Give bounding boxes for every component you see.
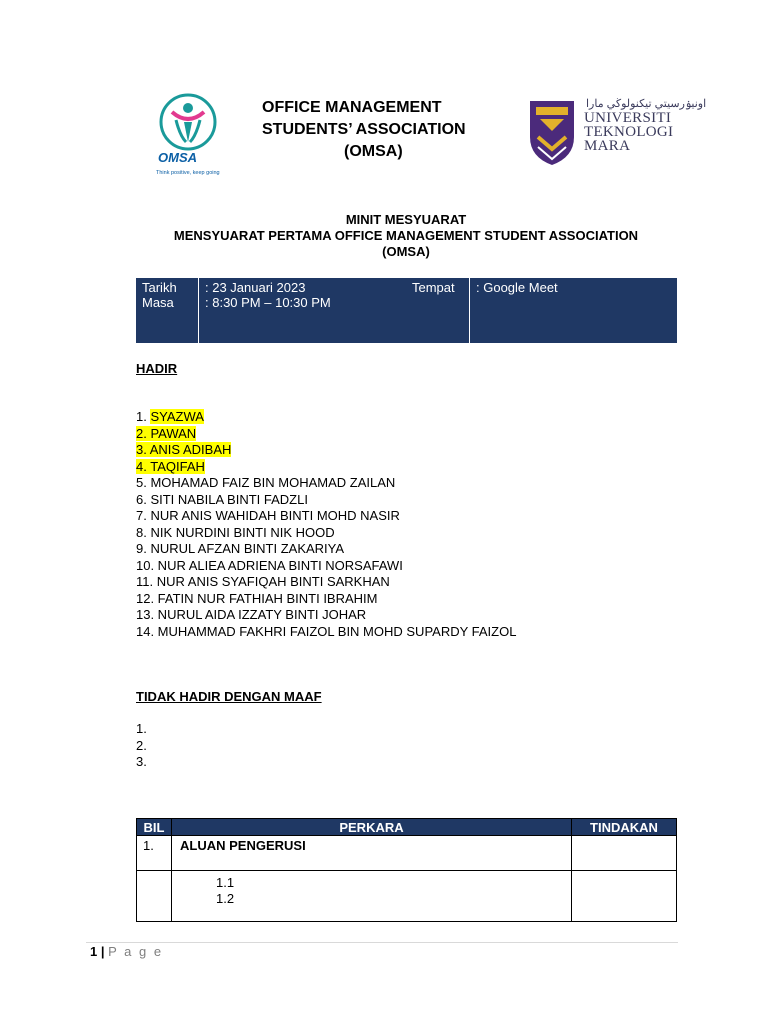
tarikh-value: : 23 Januari 2023 xyxy=(205,280,306,295)
table-header-row xyxy=(137,819,677,836)
page-number: 1 xyxy=(90,944,98,959)
list-item: 5. MOHAMAD FAIZ BIN MOHAMAD ZAILAN xyxy=(136,475,396,490)
meeting-info-box xyxy=(136,278,677,343)
list-item: 3. xyxy=(136,754,147,769)
cell-bil: 1. xyxy=(137,836,172,871)
uitm-line-1: UNIVERSITI xyxy=(584,110,672,126)
uitm-logo xyxy=(526,97,707,167)
list-item-text: 4. TAQIFAH xyxy=(136,458,205,474)
tempat-value: : Google Meet xyxy=(469,278,684,345)
minit-line-1: MINIT MESYUARAT xyxy=(345,212,467,227)
tidak-hadir-list xyxy=(136,721,147,771)
hadir-list xyxy=(136,409,516,640)
list-item: 14. MUHAMMAD FAKHRI FAIZOL BIN MOHD SUPARDY FAIZOL xyxy=(136,623,517,639)
association-title xyxy=(262,97,502,163)
hadir-heading: HADIR xyxy=(136,361,178,376)
uitm-arabic-text: اونيۏرسيتي تيكنولوڬي مارا xyxy=(586,98,707,110)
omsa-logo xyxy=(150,92,234,178)
uitm-name xyxy=(584,111,673,153)
page-separator: | xyxy=(100,944,105,959)
minit-line-3: (OMSA) xyxy=(382,244,430,259)
header-perkara: PERKARA xyxy=(172,819,572,836)
list-item: 11. NUR ANIS SYAFIQAH BINTI SARKHAN xyxy=(136,574,390,589)
cell-tindakan xyxy=(572,871,677,922)
tempat-label: Tempat xyxy=(412,280,455,295)
uitm-line-3: MARA xyxy=(584,138,631,154)
agenda-table xyxy=(136,818,677,922)
list-item: 2. xyxy=(136,737,147,753)
list-item: 8. NIK NURDINI BINTI NIK HOOD xyxy=(136,524,335,540)
minit-heading xyxy=(130,212,682,260)
list-item: 6. SITI NABILA BINTI FADZLI xyxy=(136,491,308,507)
list-item-name: SYAZWA xyxy=(150,409,204,424)
title-line-2: STUDENTS’ ASSOCIATION xyxy=(262,121,466,138)
uitm-crest-icon xyxy=(526,97,578,167)
header-tindakan: TINDAKAN xyxy=(572,819,677,836)
tarikh-label: Tarikh xyxy=(142,280,177,295)
page-footer xyxy=(90,944,163,959)
list-item: 12. FATIN NUR FATHIAH BINTI IBRAHIM xyxy=(136,590,378,606)
list-item: 13. NURUL AIDA IZZATY BINTI JOHAR xyxy=(136,607,367,622)
list-item: 9. NURUL AFZAN BINTI ZAKARIYA xyxy=(136,541,345,556)
sub-item: 1.2 xyxy=(216,891,235,906)
title-line-1: OFFICE MANAGEMENT xyxy=(262,99,442,116)
uitm-line-2: TEKNOLOGI xyxy=(584,124,674,140)
list-item-text: 2. PAWAN xyxy=(136,425,197,441)
info-labels xyxy=(136,278,204,345)
table-row xyxy=(137,836,677,871)
title-line-3: (OMSA) xyxy=(344,143,403,160)
masa-value: : 8:30 PM – 10:30 PM xyxy=(205,295,331,310)
header-bil: BIL xyxy=(137,819,172,836)
cell-perkara xyxy=(172,871,572,922)
omsa-logo-text: OMSA xyxy=(158,150,197,165)
omsa-tagline: Think positive, keep going xyxy=(156,170,220,176)
list-item xyxy=(136,426,516,443)
list-item: 7. NUR ANIS WAHIDAH BINTI MOHD NASIR xyxy=(136,508,400,523)
list-item: 1. xyxy=(136,721,147,736)
table-row xyxy=(137,871,677,922)
list-item xyxy=(136,459,516,476)
masa-label: Masa xyxy=(142,295,174,310)
list-item-text: 3. ANIS ADIBAH xyxy=(136,442,232,457)
sub-item: 1.1 xyxy=(216,875,235,890)
tidak-hadir-heading: TIDAK HADIR DENGAN MAAF xyxy=(136,689,322,704)
footer-divider xyxy=(86,942,678,943)
list-item xyxy=(136,442,516,459)
page-label: P a g e xyxy=(108,944,164,959)
omsa-logo-icon xyxy=(150,92,234,178)
cell-perkara: ALUAN PENGERUSI xyxy=(172,836,572,871)
list-item xyxy=(136,409,516,426)
list-item: 10. NUR ALIEA ADRIENA BINTI NORSAFAWI xyxy=(136,557,403,573)
minit-line-2: MENSYUARAT PERTAMA OFFICE MANAGEMENT STUDENT ASSOCIATION xyxy=(173,228,639,243)
cell-bil xyxy=(137,871,172,922)
list-item-number: 1. xyxy=(136,409,151,424)
cell-tindakan xyxy=(572,836,677,871)
info-divider xyxy=(198,278,199,343)
